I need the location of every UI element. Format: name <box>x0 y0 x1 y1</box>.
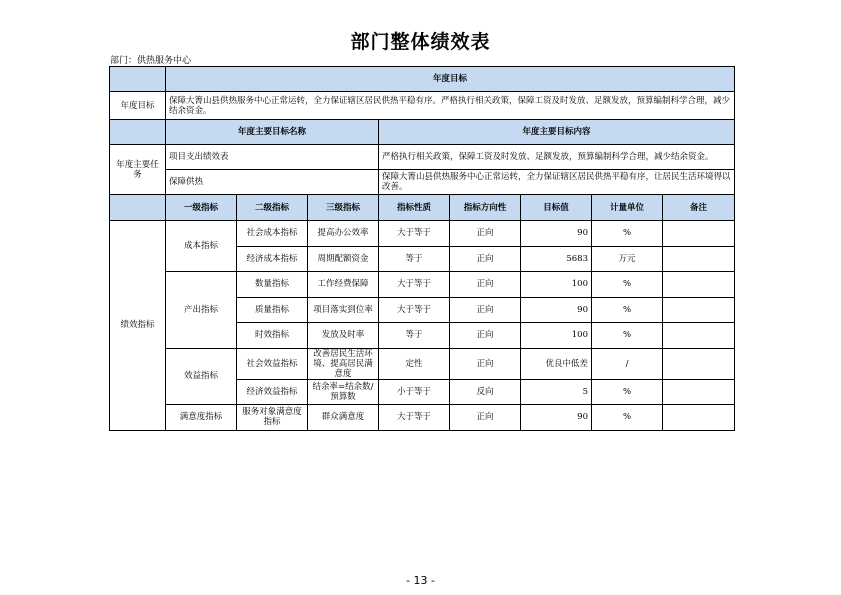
unit: % <box>592 379 663 405</box>
indicator-nature: 等于 <box>379 246 450 272</box>
indicator-direction: 正向 <box>450 323 521 349</box>
table-row <box>110 405 735 431</box>
level3-indicator: 工作经费保障 <box>308 272 379 298</box>
target-value: 100 <box>521 272 592 298</box>
task-name: 项目支出绩效表 <box>166 145 379 170</box>
department-label: 部门：供热服务中心 <box>110 56 192 66</box>
target-value: 优良中低差 <box>521 348 592 379</box>
task-header-blank <box>110 120 166 145</box>
target-value: 100 <box>521 323 592 349</box>
target-value: 90 <box>521 221 592 247</box>
task-label: 年度主要任务 <box>110 145 166 195</box>
level2-indicator: 经济成本指标 <box>237 246 308 272</box>
note <box>663 272 735 298</box>
unit: % <box>592 323 663 349</box>
unit: % <box>592 272 663 298</box>
indicator-direction: 正向 <box>450 272 521 298</box>
task-name: 保障供热 <box>166 170 379 195</box>
task-content: 严格执行相关政策，保障工资及时发放、足额发放，预算编制科学合理，减少结余资金。 <box>379 145 735 170</box>
level1-indicator: 产出指标 <box>166 272 237 349</box>
performance-table <box>109 66 735 431</box>
task-content: 保障大箐山县供热服务中心正常运转，全力保证辖区居民供热平稳有序，让居民生活环境得以改善。 <box>379 170 735 195</box>
indicator-direction: 正向 <box>450 221 521 247</box>
unit: % <box>592 405 663 431</box>
level3-indicator: 改善居民生活环境、提高居民满意度 <box>308 348 379 379</box>
note <box>663 297 735 323</box>
page-number: - 13 - <box>406 574 435 587</box>
level3-indicator: 发放及时率 <box>308 323 379 349</box>
level2-indicator: 质量指标 <box>237 297 308 323</box>
annual-goal-label: 年度目标 <box>110 92 166 120</box>
level2-indicator: 数量指标 <box>237 272 308 298</box>
table-row <box>110 272 735 298</box>
target-value: 90 <box>521 405 592 431</box>
level1-indicator: 效益指标 <box>166 348 237 405</box>
indicator-direction: 正向 <box>450 246 521 272</box>
note <box>663 323 735 349</box>
level1-indicator: 满意度指标 <box>166 405 237 431</box>
indicator-nature: 大于等于 <box>379 221 450 247</box>
indicator-nature: 等于 <box>379 323 450 349</box>
indicator-column-header: 一级指标 <box>166 195 237 221</box>
note <box>663 348 735 379</box>
level2-indicator: 服务对象满意度指标 <box>237 405 308 431</box>
indicator-nature: 大于等于 <box>379 405 450 431</box>
unit: % <box>592 297 663 323</box>
level2-indicator: 社会成本指标 <box>237 221 308 247</box>
indicator-column-header: 三级指标 <box>308 195 379 221</box>
note <box>663 246 735 272</box>
indicator-nature: 定性 <box>379 348 450 379</box>
annual-goal-header: 年度目标 <box>166 67 735 92</box>
indicator-header-blank <box>110 195 166 221</box>
level3-indicator: 结余率=结余数/预算数 <box>308 379 379 405</box>
level1-indicator: 成本指标 <box>166 221 237 272</box>
indicator-column-header: 备注 <box>663 195 735 221</box>
level3-indicator: 周期配额资金 <box>308 246 379 272</box>
note <box>663 405 735 431</box>
indicator-direction: 正向 <box>450 405 521 431</box>
indicator-column-header: 指标方向性 <box>450 195 521 221</box>
indicator-column-header: 计量单位 <box>592 195 663 221</box>
target-value: 5 <box>521 379 592 405</box>
indicator-nature: 大于等于 <box>379 297 450 323</box>
table-row <box>110 221 735 247</box>
note <box>663 221 735 247</box>
performance-label: 绩效指标 <box>110 221 166 431</box>
indicator-direction: 反向 <box>450 379 521 405</box>
unit: % <box>592 221 663 247</box>
level2-indicator: 时效指标 <box>237 323 308 349</box>
target-value: 90 <box>521 297 592 323</box>
task-content-header: 年度主要目标内容 <box>379 120 735 145</box>
page-title: 部门整体绩效表 <box>350 31 491 53</box>
indicator-nature: 小于等于 <box>379 379 450 405</box>
table-row <box>110 348 735 379</box>
target-value: 5683 <box>521 246 592 272</box>
indicator-column-header: 指标性质 <box>379 195 450 221</box>
indicator-column-header: 二级指标 <box>237 195 308 221</box>
corner-cell <box>110 67 166 92</box>
level3-indicator: 项目落实到位率 <box>308 297 379 323</box>
unit: / <box>592 348 663 379</box>
note <box>663 379 735 405</box>
unit: 万元 <box>592 246 663 272</box>
annual-goal-content: 保障大箐山县供热服务中心正常运转，全力保证辖区居民供热平稳有序。严格执行相关政策，保障工资及时发放、足额发放，预算编制科学合理，减少结余资金。 <box>166 92 735 120</box>
indicator-column-header: 目标值 <box>521 195 592 221</box>
level2-indicator: 经济效益指标 <box>237 379 308 405</box>
indicator-direction: 正向 <box>450 348 521 379</box>
level3-indicator: 群众满意度 <box>308 405 379 431</box>
level2-indicator: 社会效益指标 <box>237 348 308 379</box>
task-name-header: 年度主要目标名称 <box>166 120 379 145</box>
level3-indicator: 提高办公效率 <box>308 221 379 247</box>
indicator-nature: 大于等于 <box>379 272 450 298</box>
indicator-direction: 正向 <box>450 297 521 323</box>
